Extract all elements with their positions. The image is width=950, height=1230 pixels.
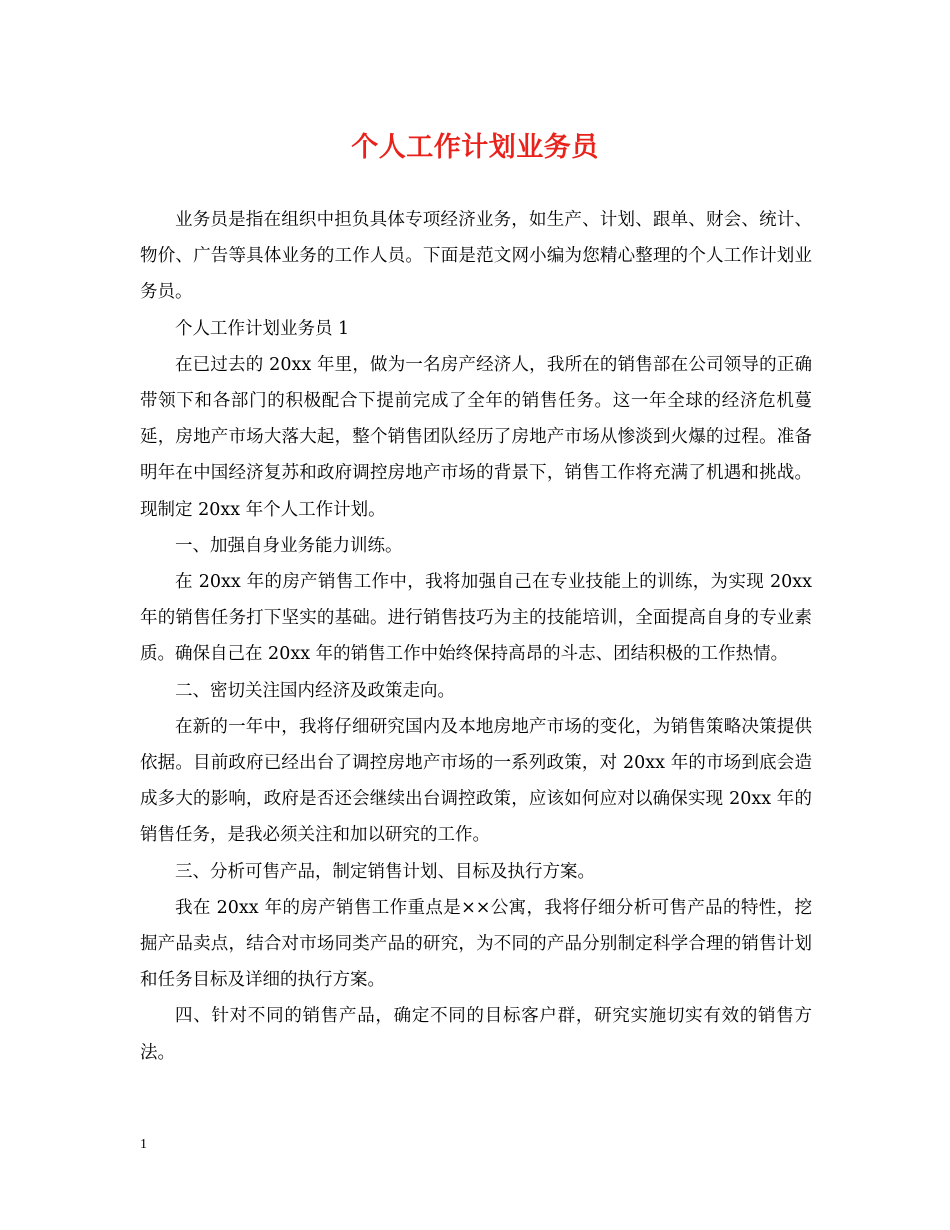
section-heading-1: 一、加强自身业务能力训练。 — [175, 535, 403, 556]
body-paragraph: 在 20xx 年的房产销售工作中，我将加强自己在专业技能上的训练，为实现 20xx 年的销售任务打下坚实的基础。进行销售技巧为主的技能培训，全面提高自身的专业素质。确保自己在 20xx 年的销售工作中始终保持高昂的斗志、团结积极的工作热情。 — [140, 572, 812, 665]
document-title: 个人工作计划业务员 — [351, 132, 599, 163]
section-heading-3: 三、分析可售产品，制定销售计划、目标及执行方案。 — [175, 861, 595, 882]
document-body — [140, 202, 812, 1071]
section-heading-2: 二、密切关注国内经济及政策走向。 — [175, 680, 455, 701]
body-paragraph: 我在 20xx 年的房产销售工作重点是××公寓，我将仔细分析可售产品的特性，挖掘产品卖点，结合对市场同类产品的研究，为不同的产品分别制定科学合理的销售计划和任务目标及详细的执行方案。 — [140, 897, 812, 991]
section-heading-4: 四、针对不同的销售产品，确定不同的目标客户群，研究实施切实有效的销售方法。 — [140, 1006, 812, 1063]
page-number: 1 — [140, 1137, 147, 1152]
section-heading-plan-1: 个人工作计划业务员 1 — [175, 318, 350, 339]
body-paragraph: 在新的一年中，我将仔细研究国内及本地房地产市场的变化，为销售策略决策提供依据。目前政府已经出台了调控房地产市场的一系列政策，对 20xx 年的市场到底会造成多大的影响，政府是否还会继续出台调控政策，应该如何应对以确保实现 20xx 年的销售任务，是我必须关注和加以研究的工作。 — [140, 716, 812, 846]
body-paragraph: 在已过去的 20xx 年里，做为一名房产经济人，我所在的销售部在公司领导的正确带领下和各部门的积极配合下提前完成了全年的销售任务。这一年全球的经济危机蔓延，房地产市场大落大起，整个销售团队经历了房地产市场从惨淡到火爆的过程。准备明年在中国经济复苏和政府调控房地产市场的背景下，销售工作将充满了机遇和挑战。现制定 20xx 年个人工作计划。 — [140, 354, 812, 520]
intro-paragraph: 业务员是指在组织中担负具体专项经济业务，如生产、计划、跟单、财会、统计、物价、广告等具体业务的工作人员。下面是范文网小编为您精心整理的个人工作计划业务员。 — [140, 210, 812, 303]
